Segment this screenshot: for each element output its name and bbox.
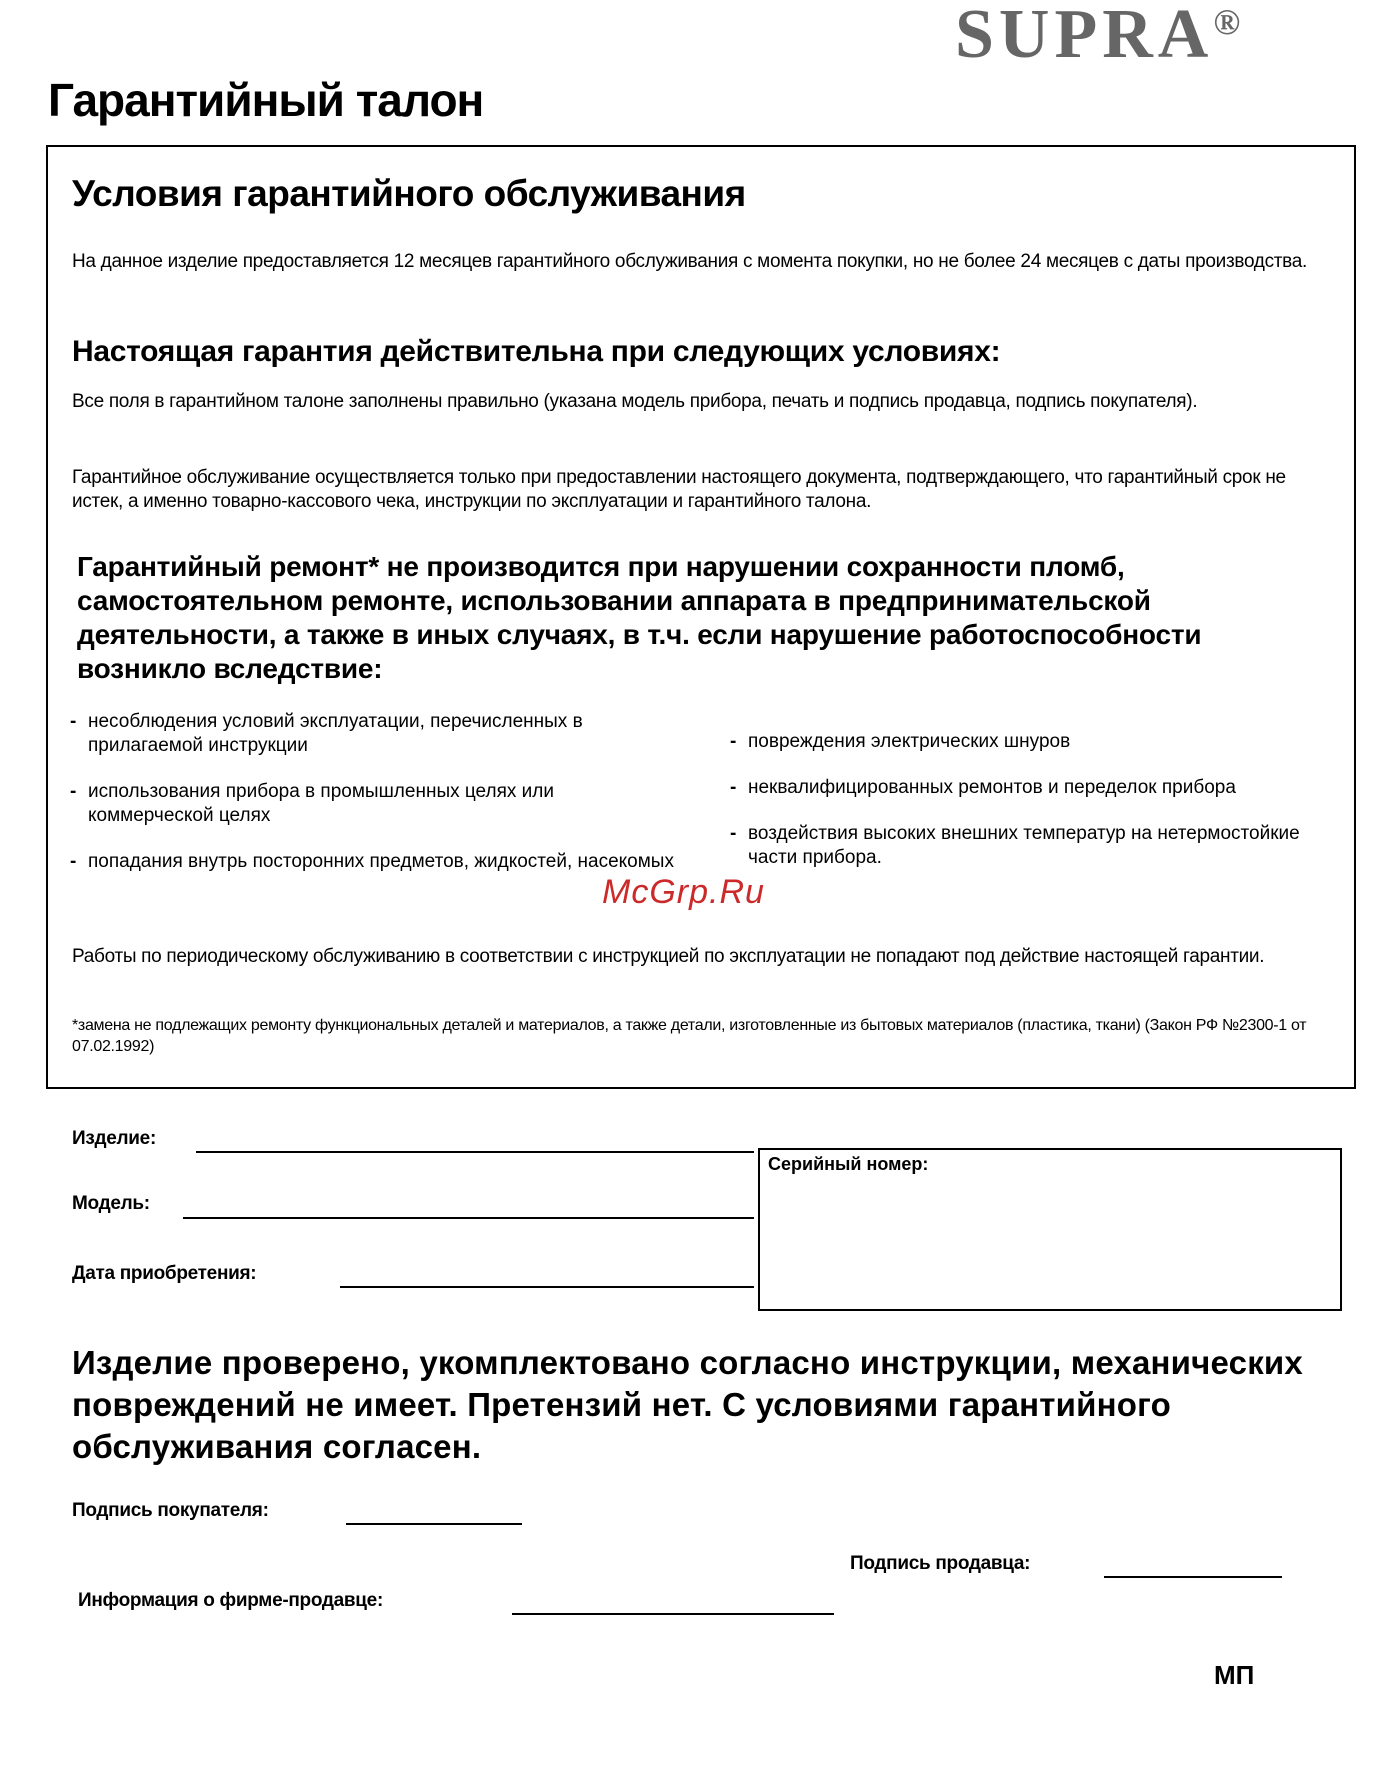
list-item: - неквалифицированных ремонтов и переделок прибора <box>730 776 1340 800</box>
model-label: Модель: <box>72 1193 150 1214</box>
seller-signature-label: Подпись продавца: <box>850 1553 1031 1574</box>
seller-signature-field[interactable] <box>1104 1576 1282 1578</box>
conditions-heading: Условия гарантийного обслуживания <box>72 173 746 214</box>
list-item: - несоблюдения условий эксплуатации, перечисленных в прилагаемой инструкции <box>70 710 680 758</box>
stamp-place-label: МП <box>1214 1660 1255 1690</box>
buyer-signature-label: Подпись покупателя: <box>72 1500 269 1521</box>
validity-conditions-heading: Настоящая гарантия действительна при следующих условиях: <box>72 335 1001 368</box>
model-field[interactable] <box>183 1217 754 1219</box>
condition-paragraph-1: Все поля в гарантийном талоне заполнены правильно (указана модель прибора, печать и подпись продавца, подпись покупателя). <box>72 391 1198 412</box>
list-item: - использования прибора в промышленных целях или коммерческой целях <box>70 780 680 828</box>
serial-number-label: Серийный номер: <box>768 1154 929 1174</box>
serial-number-box[interactable] <box>758 1148 1342 1311</box>
list-item: - повреждения электрических шнуров <box>730 730 1340 754</box>
page-title: Гарантийный талон <box>48 74 484 126</box>
repair-exclusions-paragraph: Гарантийный ремонт* не производится при нарушении сохранности пломб, самостоятельном ремонте, использовании аппарата в предпринимательской деятельности, а также в иных случаях, в т.ч. если нарушение работоспособности возникло вследствие: <box>77 551 1202 684</box>
exclusions-list-right <box>730 730 1340 892</box>
brand-logo-text: SUPRA <box>955 0 1214 73</box>
buyer-signature-field[interactable] <box>346 1523 522 1525</box>
footnote: *замена не подлежащих ремонту функциональных деталей и материалов, а также детали, изготовленные из бытовых материалов (пластика, ткани) (Закон РФ №2300-1 от 07.02.1992) <box>72 1017 1307 1055</box>
purchase-date-label: Дата приобретения: <box>72 1263 257 1284</box>
product-field[interactable] <box>196 1151 754 1153</box>
brand-logo <box>955 0 1385 73</box>
seller-info-label: Информация о фирме-продавце: <box>78 1590 383 1611</box>
warranty-period-text: На данное изделие предоставляется 12 месяцев гарантийного обслуживания с момента покупки, но не более 24 месяцев с даты производства. <box>72 251 1308 272</box>
maintenance-note: Работы по периодическому обслуживанию в соответствии с инструкцией по эксплуатации не попадают под действие настоящей гарантии. <box>72 946 1265 967</box>
list-item: - попадания внутрь посторонних предметов, жидкостей, насекомых <box>70 850 680 874</box>
product-label: Изделие: <box>72 1128 156 1149</box>
registered-mark: ® <box>1213 2 1246 42</box>
watermark: McGrp.Ru <box>602 873 765 911</box>
seller-info-field[interactable] <box>512 1613 834 1615</box>
condition-paragraph-2: Гарантийное обслуживание осуществляется только при предоставлении настоящего документа, подтверждающего, что гарантийный срок не истек, а именно товарно-кассового чека, инструкции по эксплуатации и гарантийного талона. <box>72 467 1286 512</box>
purchase-date-field[interactable] <box>340 1286 754 1288</box>
exclusions-list-left <box>70 710 680 896</box>
list-item: - воздействия высоких внешних температур на нетермостойкие части прибора. <box>730 822 1340 870</box>
acceptance-statement: Изделие проверено, укомплектовано согласно инструкции, механических повреждений не имеет. Претензий нет. С условиями гарантийного обслуживания согласен. <box>72 1344 1303 1465</box>
